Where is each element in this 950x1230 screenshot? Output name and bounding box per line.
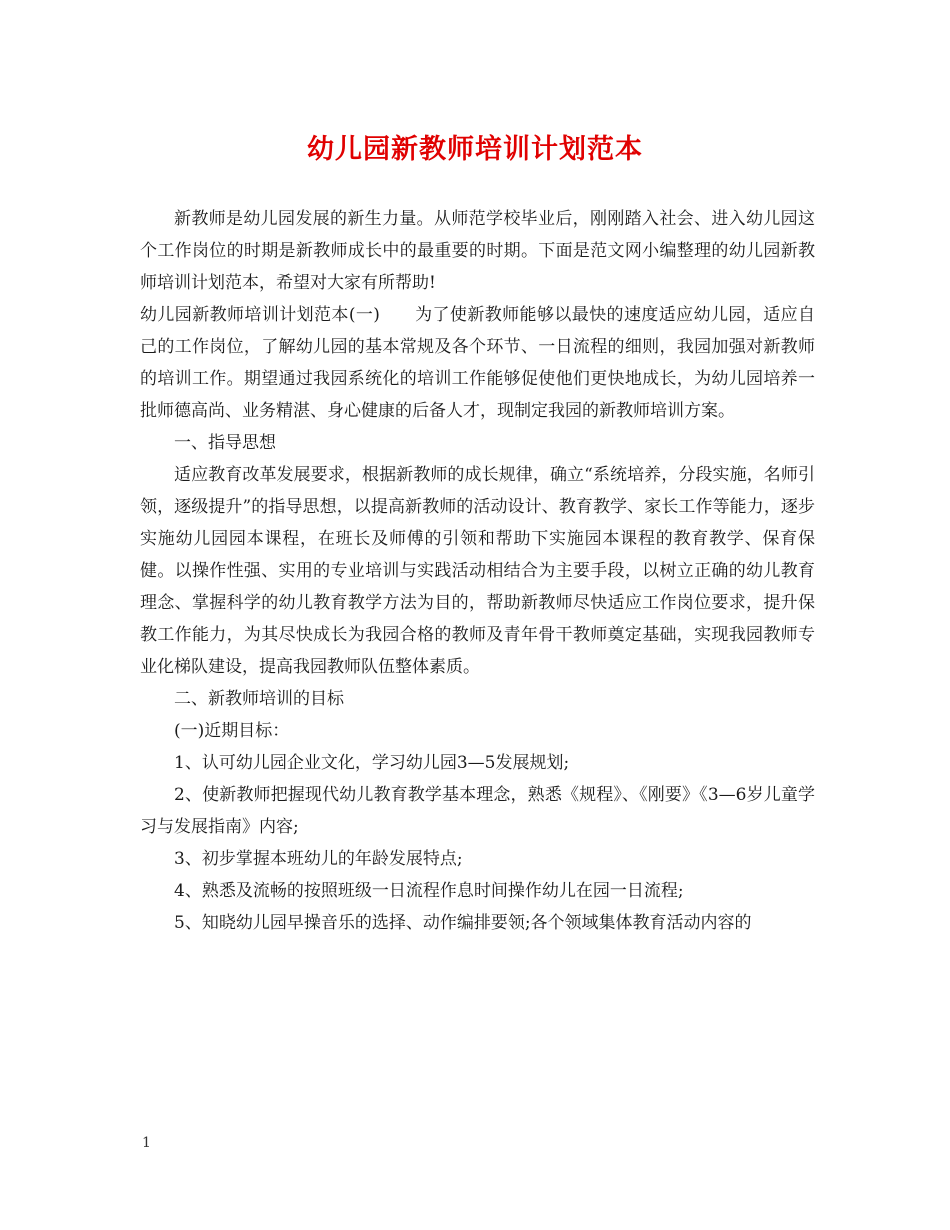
section-heading-training-goals: 二、新教师培训的目标 — [174, 689, 344, 709]
sample-paragraph: 幼儿园新教师培训计划范本(一) 为了使新教师能够以最快的速度适应幼儿园，适应自己的工作岗位，了解幼儿园的基本常规及各个环节、一日流程的细则，我园加强对新教师的培训工作。期望通过我园系统化的培训工作能够促使他们更快地成长，为幼儿园培养一批师德高尚、业务精湛、身心健康的后备人才，现制定我园的新教师培训方案。 — [140, 305, 815, 421]
document-title: 幼儿园新教师培训计划范本 — [307, 134, 643, 165]
section-heading-guiding-thought: 一、指导思想 — [174, 433, 276, 453]
list-item: 4、熟悉及流畅的按照班级一日流程作息时间操作幼儿在园一日流程; — [174, 881, 684, 901]
list-item: 2、使新教师把握现代幼儿教育教学基本理念，熟悉《规程》、《刚要》《3—6岁儿童学习与发展指南》内容; — [140, 785, 815, 837]
document-body — [140, 203, 815, 939]
subsection-heading-short-term-goals: (一)近期目标： — [174, 721, 290, 741]
list-item: 3、初步掌握本班幼儿的年龄发展特点; — [174, 849, 463, 869]
list-item: 5、知晓幼儿园早操音乐的选择、动作编排要领;各个领域集体教育活动内容的 — [174, 913, 752, 933]
list-item: 1、认可幼儿园企业文化，学习幼儿园3—5发展规划; — [174, 753, 570, 773]
page-number: 1 — [142, 1135, 151, 1151]
section-body-guiding-thought: 适应教育改革发展要求，根据新教师的成长规律，确立“系统培养，分段实施，名师引领，逐级提升”的指导思想，以提高新教师的活动设计、教育教学、家长工作等能力，逐步实施幼儿园园本课程，在班长及师傅的引领和帮助下实施园本课程的教育教学、保育保健。以操作性强、实用的专业培训与实践活动相结合为主要手段，以树立正确的幼儿教育理念、掌握科学的幼儿教育教学方法为目的，帮助新教师尽快适应工作岗位要求，提升保教工作能力，为其尽快成长为我园合格的教师及青年骨干教师奠定基础，实现我园教师专业化梯队建设，提高我园教师队伍整体素质。 — [140, 465, 815, 677]
intro-paragraph: 新教师是幼儿园发展的新生力量。从师范学校毕业后，刚刚踏入社会、进入幼儿园这个工作岗位的时期是新教师成长中的最重要的时期。下面是范文网小编整理的幼儿园新教师培训计划范本，希望对大家有所帮助! — [140, 209, 815, 293]
